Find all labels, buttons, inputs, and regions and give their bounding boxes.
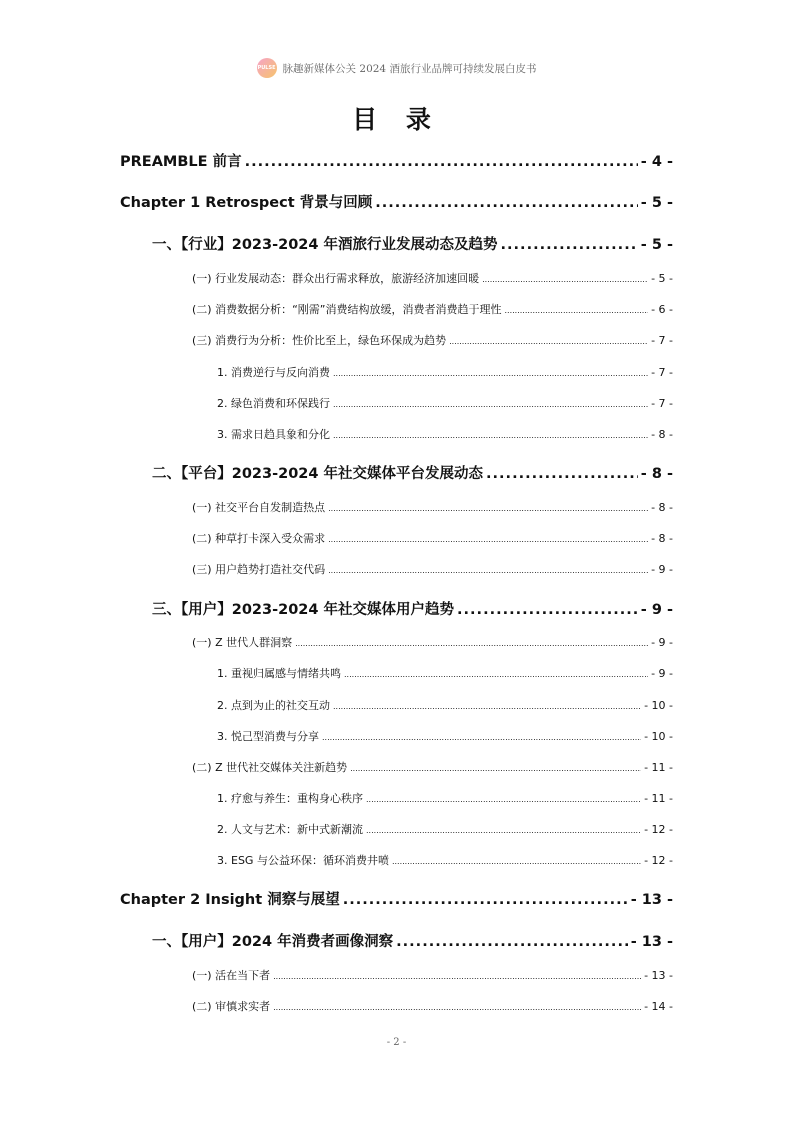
toc-leader-dots [328,535,648,544]
toc-entry-page: - 6 - [651,303,673,316]
toc-entry-label: Chapter 1 Retrospect 背景与回顾 [120,195,373,211]
toc-leader-dots [333,400,648,409]
toc-entry-label: (一) 活在当下者 [192,969,271,982]
toc-entry-label: (三) 用户趋势打造社交代码 [192,563,326,576]
toc-entry-label: (三) 消费行为分析：性价比至上，绿色环保成为趋势 [192,334,447,347]
toc-entry-page: - 11 - [644,761,673,774]
toc-entry-label: 2. 点到为止的社交互动 [217,699,330,712]
toc-leader-dots [350,764,641,773]
toc-entry-page: - 10 - [644,699,673,712]
toc-entry-label: 1. 疗愈与养生：重构身心秩序 [217,792,363,805]
toc-entry-label: 1. 消费逆行与反向消费 [217,366,330,379]
toc-leader-dots [366,795,641,804]
toc-entry[interactable] [192,967,673,983]
page-number: - 2 - [386,1037,407,1048]
toc-entry[interactable] [152,233,673,254]
toc-entry-page: - 9 - [651,563,673,576]
toc-entry[interactable] [192,270,673,286]
toc-entry-page: - 5 - [640,195,673,211]
toc-entry[interactable] [120,150,673,171]
toc-entry[interactable] [152,598,673,619]
toc-entry-label: 3. 悦己型消费与分享 [217,730,319,743]
toc-leader-dots [375,195,638,211]
toc-leader-dots [343,892,628,908]
toc-entry-page: - 8 - [651,532,673,545]
toc-entry[interactable] [192,301,673,317]
toc-entry-label: (二) Z 世代社交媒体关注新趋势 [192,761,348,774]
toc-entry-label: (二) 消费数据分析：“刚需”消费结构放缓，消费者消费趋于理性 [192,303,502,316]
toc-entry[interactable] [217,728,673,744]
toc-entry-page: - 13 - [644,969,673,982]
toc-entry[interactable] [192,530,673,546]
page-title: 目 录 [352,105,441,134]
toc-entry-label: 2. 人文与艺术：新中式新潮流 [217,823,363,836]
toc-leader-dots [396,934,628,950]
toc-entry-label: (一) 社交平台自发制造热点 [192,501,326,514]
toc-leader-dots [457,602,638,618]
toc-leader-dots [328,566,648,575]
toc-leader-dots [328,504,648,513]
toc-entry[interactable] [217,426,673,442]
toc-leader-dots [333,702,641,711]
toc-entry[interactable] [217,364,673,380]
toc-leader-dots [486,466,638,482]
toc-entry-label: (二) 审慎求实者 [192,1000,271,1013]
toc-entry[interactable] [217,821,673,837]
toc-leader-dots [366,826,641,835]
toc-entry-page: - 8 - [640,466,673,482]
toc-leader-dots [392,857,641,866]
toc-entry-label: 一、【用户】2024 年消费者画像洞察 [152,934,394,950]
toc-leader-dots [273,1003,641,1012]
toc-entry-page: - 9 - [651,667,673,680]
toc-leader-dots [322,733,641,742]
toc-entry-label: (二) 种草打卡深入受众需求 [192,532,326,545]
toc-entry-page: - 12 - [644,823,673,836]
toc-entry[interactable] [192,332,673,348]
toc-entry-page: - 9 - [640,602,673,618]
toc-entry[interactable] [192,561,673,577]
toc-entry-page: - 7 - [651,334,673,347]
running-header [0,58,793,78]
toc-entry-page: - 10 - [644,730,673,743]
toc-entry-page: - 7 - [651,397,673,410]
toc-entry[interactable] [217,790,673,806]
toc-leader-dots [295,639,648,648]
toc-entry-label: 2. 绿色消费和环保践行 [217,397,330,410]
toc-entry[interactable] [217,852,673,868]
toc-leader-dots [245,154,638,170]
toc-entry-label: 3. ESG 与公益环保：循环消费井喷 [217,854,389,867]
toc-entry-page: - 9 - [651,636,673,649]
toc-entry-page: - 4 - [640,154,673,170]
toc-entry-page: - 8 - [651,428,673,441]
toc-entry-page: - 11 - [644,792,673,805]
toc-entry[interactable] [120,888,673,909]
toc-entry-label: Chapter 2 Insight 洞察与展望 [120,892,340,908]
toc-entry[interactable] [217,697,673,713]
toc-entry-page: - 12 - [644,854,673,867]
toc-leader-dots [449,337,648,346]
toc-entry-label: (一) 行业发展动态：群众出行需求释放，旅游经济加速回暖 [192,272,480,285]
toc-leader-dots [333,369,648,378]
brand-logo-icon: PULSE [257,58,277,78]
toc-leader-dots [273,972,641,981]
toc-entry-label: (一) Z 世代人群洞察 [192,636,293,649]
toc-entry[interactable] [152,930,673,951]
toc-entry-page: - 14 - [644,1000,673,1013]
toc-leader-dots [482,275,648,284]
toc-entry[interactable] [192,499,673,515]
toc-entry-label: 二、【平台】2023-2024 年社交媒体平台发展动态 [152,466,484,482]
toc-entry-label: 一、【行业】2023-2024 年酒旅行业发展动态及趋势 [152,237,498,253]
toc-entry-label: 三、【用户】2023-2024 年社交媒体用户趋势 [152,602,455,618]
toc-entry[interactable] [217,395,673,411]
toc-leader-dots [333,431,648,440]
header-title: 脉趣新媒体公关 2024 酒旅行业品牌可持续发展白皮书 [282,62,537,75]
toc-entry-page: - 5 - [640,237,673,253]
toc-entry-label: 1. 重视归属感与情绪共鸣 [217,667,341,680]
toc-entry-page: - 7 - [651,366,673,379]
toc-entry-label: PREAMBLE 前言 [120,154,242,170]
toc-entry[interactable] [192,998,673,1014]
toc-leader-dots [504,306,648,315]
toc-leader-dots [344,670,648,679]
toc-leader-dots [501,237,638,253]
toc-entry-page: - 8 - [651,501,673,514]
toc-entry-page: - 13 - [630,934,673,950]
toc-entry[interactable] [217,665,673,681]
toc-entry-page: - 13 - [630,892,673,908]
toc-entry[interactable] [152,462,673,483]
toc-entry[interactable] [120,191,673,212]
toc-entry-label: 3. 需求日趋具象和分化 [217,428,330,441]
toc-entry-page: - 5 - [651,272,673,285]
toc-entry[interactable] [192,759,673,775]
toc-entry[interactable] [192,634,673,650]
